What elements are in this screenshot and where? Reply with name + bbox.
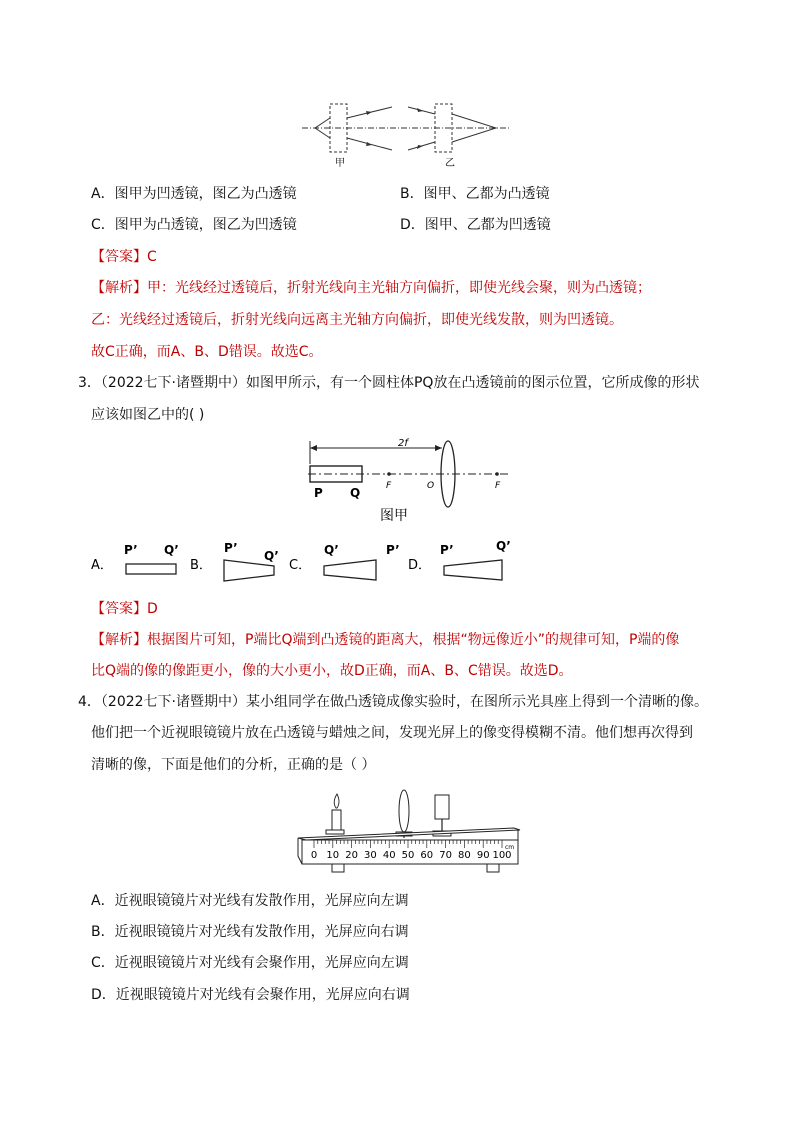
option-letter-d: D．	[408, 558, 432, 573]
q2-analysis-line-2: 乙：光线经过透镜后，折射光线向远离主光轴方向偏折，即使光线发散，则为凹透镜。	[91, 312, 623, 328]
q2-lens-figure	[300, 98, 515, 170]
q4-stem-line-2: 他们把一个近视眼镜镜片放在凸透镜与蜡烛之间，发现光屏上的像变得模糊不清。他们想再次得到	[91, 725, 693, 741]
label-f: F	[386, 481, 392, 491]
ruler-tick-label: 10	[326, 850, 340, 861]
label-f2: F	[495, 481, 501, 491]
q4-option-d: D．近视眼镜镜片对光线有会聚作用，光屏应向右调	[91, 987, 410, 1003]
option-letter-a: A．	[91, 558, 113, 573]
q4-stem-line-1: 4．（2022七下·诸暨期中）某小组同学在做凸透镜成像实验时，在图所示光具座上得到一个清晰的像。	[78, 694, 708, 710]
q3-answer	[91, 599, 158, 619]
answer-tag: 【答案】	[91, 249, 147, 265]
q4-option-c: C．近视眼镜镜片对光线有会聚作用，光屏应向左调	[91, 955, 409, 971]
q2-analysis-line-3: 故C正确，而A、B、D错误。故选C。	[91, 344, 323, 360]
option-letter-c: C．	[289, 558, 312, 573]
opt-a-p: P’	[124, 543, 138, 557]
ruler-tick-label: 70	[439, 850, 452, 861]
opt-c-q: Q’	[324, 543, 339, 557]
analysis-tag: 【解析】	[91, 280, 147, 296]
opt-b-q: Q’	[264, 549, 279, 563]
q4-optical-bench-figure	[292, 788, 524, 880]
label-p: P	[314, 486, 323, 500]
answer-value: D	[147, 601, 158, 617]
q2-option-c: C．图甲为凸透镜，图乙为凹透镜	[91, 217, 297, 233]
q2-label-yi: 乙	[445, 158, 455, 169]
q2-option-b: B．图甲、乙都为凸透镜	[400, 186, 550, 202]
q4-option-a: A．近视眼镜镜片对光线有发散作用，光屏应向左调	[91, 893, 409, 909]
analysis-text: 甲：光线经过透镜后，折射光线向主光轴方向偏折，即使光线会聚，则为凸透镜；	[147, 280, 651, 296]
analysis-text: 根据图片可知，P端比Q端到凸透镜的距离大，根据“物远像近小”的规律可知，P端的像	[147, 632, 680, 648]
q3-stem-line-2: 应该如图乙中的( )	[91, 407, 205, 423]
figure-caption: 图甲	[380, 508, 408, 524]
q3-analysis-line-2: 比Q端的像的像距更小，像的大小更小，故D正确，而A、B、C错误。故选D。	[91, 663, 573, 679]
ruler-tick-label: 0	[310, 850, 318, 861]
label-o: O	[427, 481, 435, 491]
ruler-tick-label: 100	[492, 850, 512, 861]
ruler-tick-label: 50	[401, 850, 415, 861]
answer-value: C	[147, 249, 157, 265]
label-q: Q	[350, 486, 361, 500]
q4-stem-line-3: 清晰的像，下面是他们的分析，正确的是（ ）	[91, 757, 376, 773]
opt-b-p: P’	[224, 541, 238, 555]
q2-option-d: D．图甲、乙都为凹透镜	[400, 217, 551, 233]
q4-option-b: B．近视眼镜镜片对光线有发散作用，光屏应向右调	[91, 924, 409, 940]
opt-a-q: Q’	[164, 543, 179, 557]
q2-option-a: A．图甲为凹透镜，图乙为凸透镜	[91, 186, 297, 202]
opt-d-p: P’	[440, 543, 454, 557]
ruler-tick-label: 90	[476, 850, 490, 861]
ruler-tick-label: 30	[364, 850, 377, 861]
option-letter-b: B．	[190, 558, 212, 573]
ruler-tick-label: 40	[382, 850, 396, 861]
q3-figure-jia	[300, 438, 520, 528]
q3-analysis-line-1	[91, 630, 679, 650]
ruler-tick-label: 20	[345, 850, 358, 861]
answer-tag: 【答案】	[91, 601, 147, 617]
q2-answer	[91, 247, 157, 267]
ruler-tick-label: 80	[458, 850, 471, 861]
q3-options-figure	[88, 538, 528, 586]
ruler-unit: cm	[505, 844, 515, 851]
q3-stem-line-1: 3．（2022七下·诸暨期中）如图甲所示，有一个圆柱体PQ放在凸透镜前的图示位置，它所成像的形状	[78, 375, 700, 391]
opt-d-q: Q’	[496, 539, 511, 553]
q2-label-jia: 甲	[335, 158, 345, 169]
label-2f: 2f	[398, 438, 408, 449]
q2-analysis-line-1	[91, 278, 651, 298]
opt-c-p: P’	[386, 543, 400, 557]
analysis-tag: 【解析】	[91, 632, 147, 648]
ruler-tick-label: 60	[420, 850, 434, 861]
